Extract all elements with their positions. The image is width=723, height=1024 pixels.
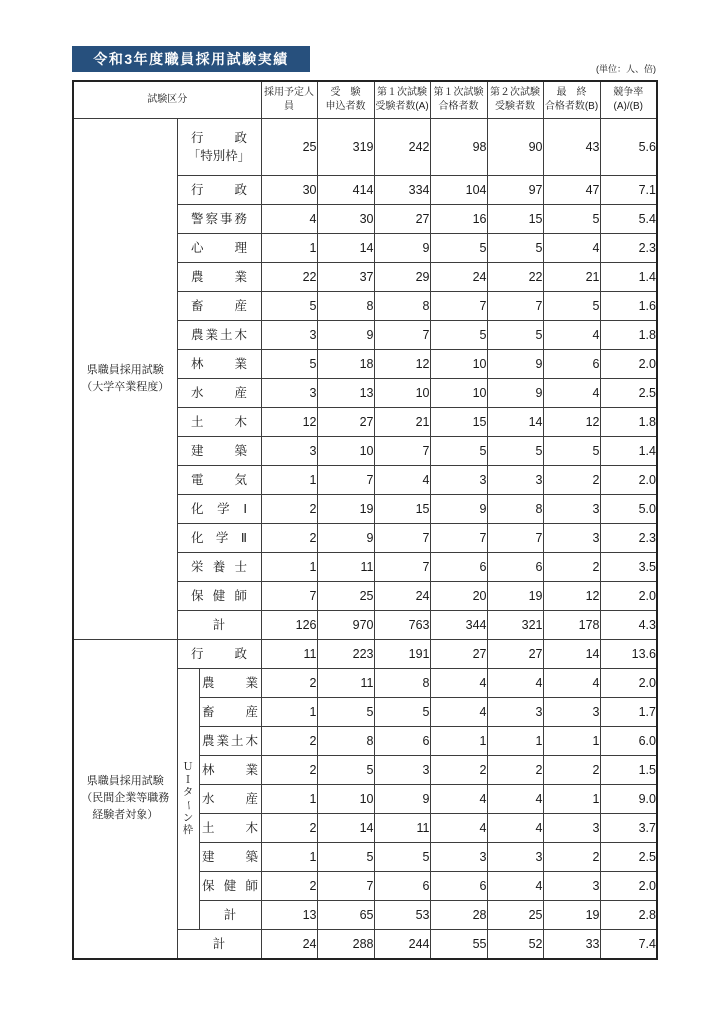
column-header: 最 終 合格者数(B) xyxy=(543,81,600,119)
value-cell: 11 xyxy=(317,669,374,698)
value-cell: 3 xyxy=(543,872,600,901)
value-cell: 288 xyxy=(317,930,374,959)
category-label: 農 業 土 木 xyxy=(191,327,247,342)
category-cell xyxy=(177,611,261,640)
value-cell: 9 xyxy=(430,495,487,524)
category-label: 電 気 xyxy=(191,472,247,487)
value-cell: 2.0 xyxy=(600,466,657,495)
value-cell: 9 xyxy=(374,785,430,814)
value-cell: 22 xyxy=(261,263,317,292)
value-cell: 13 xyxy=(317,379,374,408)
value-cell: 7.4 xyxy=(600,930,657,959)
value-cell: 5 xyxy=(543,437,600,466)
value-cell: 11 xyxy=(317,553,374,582)
value-cell: 7 xyxy=(487,292,543,321)
value-cell: 414 xyxy=(317,176,374,205)
value-cell: 5.4 xyxy=(600,205,657,234)
value-cell: 27 xyxy=(430,640,487,669)
value-cell: 11 xyxy=(261,640,317,669)
value-cell: 4 xyxy=(487,814,543,843)
value-cell: 1 xyxy=(261,698,317,727)
value-cell: 10 xyxy=(317,437,374,466)
category-label: 土 木 xyxy=(202,820,258,835)
value-cell: 20 xyxy=(430,582,487,611)
value-cell: 6 xyxy=(374,872,430,901)
value-cell: 2 xyxy=(261,814,317,843)
value-cell: 6 xyxy=(430,553,487,582)
value-cell: 2.3 xyxy=(600,524,657,553)
column-header: 第１次試験 合格者数 xyxy=(430,81,487,119)
value-cell: 4 xyxy=(543,379,600,408)
value-cell: 3 xyxy=(487,843,543,872)
value-cell: 2.5 xyxy=(600,843,657,872)
value-cell: 37 xyxy=(317,263,374,292)
value-cell: 3 xyxy=(261,437,317,466)
value-cell: 3 xyxy=(543,814,600,843)
category-label: 行 政 xyxy=(191,182,247,197)
value-cell: 5 xyxy=(317,843,374,872)
value-cell: 2 xyxy=(543,843,600,872)
value-cell: 14 xyxy=(543,640,600,669)
value-cell: 12 xyxy=(261,408,317,437)
category-label: 化 学 Ⅱ xyxy=(191,530,247,545)
value-cell: 5 xyxy=(374,698,430,727)
value-cell: 5 xyxy=(430,234,487,263)
value-cell: 1 xyxy=(261,234,317,263)
category-label: 栄 養 士 xyxy=(191,559,247,574)
category-label: 農 業 土 木 xyxy=(202,733,258,748)
value-cell: 2.0 xyxy=(600,872,657,901)
category-cell xyxy=(177,524,261,553)
value-cell: 7 xyxy=(317,872,374,901)
value-cell: 3 xyxy=(430,843,487,872)
value-cell: 1 xyxy=(487,727,543,756)
value-cell: 2 xyxy=(261,669,317,698)
category-cell xyxy=(177,408,261,437)
value-cell: 1 xyxy=(430,727,487,756)
value-cell: 5.6 xyxy=(600,119,657,176)
value-cell: 1.7 xyxy=(600,698,657,727)
category-cell xyxy=(199,669,261,698)
value-cell: 319 xyxy=(317,119,374,176)
value-cell: 2 xyxy=(261,524,317,553)
value-cell: 334 xyxy=(374,176,430,205)
value-cell: 7 xyxy=(430,292,487,321)
group-label-cell xyxy=(73,640,177,959)
group-label-line: 県職員採用試験 xyxy=(86,775,164,788)
category-cell xyxy=(177,437,261,466)
category-label: 化 学 Ⅰ xyxy=(191,501,247,516)
value-cell: 5 xyxy=(430,321,487,350)
value-cell: 244 xyxy=(374,930,430,959)
value-cell: 52 xyxy=(487,930,543,959)
header-row xyxy=(73,81,657,119)
category-label: 畜 産 xyxy=(191,298,247,313)
value-cell: 1.8 xyxy=(600,408,657,437)
results-table xyxy=(72,80,658,960)
value-cell: 3.5 xyxy=(600,553,657,582)
value-cell: 12 xyxy=(374,350,430,379)
value-cell: 24 xyxy=(430,263,487,292)
value-cell: 15 xyxy=(430,408,487,437)
value-cell: 25 xyxy=(317,582,374,611)
value-cell: 223 xyxy=(317,640,374,669)
category-cell xyxy=(177,466,261,495)
value-cell: 1 xyxy=(543,727,600,756)
value-cell: 1.4 xyxy=(600,263,657,292)
value-cell: 2.3 xyxy=(600,234,657,263)
value-cell: 2 xyxy=(261,756,317,785)
value-cell: 2.0 xyxy=(600,350,657,379)
value-cell: 29 xyxy=(374,263,430,292)
value-cell: 5 xyxy=(261,350,317,379)
value-cell: 5 xyxy=(317,698,374,727)
value-cell: 4 xyxy=(430,698,487,727)
category-cell xyxy=(177,379,261,408)
value-cell: 18 xyxy=(317,350,374,379)
value-cell: 2 xyxy=(261,495,317,524)
value-cell: 9 xyxy=(487,350,543,379)
category-cell xyxy=(177,321,261,350)
value-cell: 7 xyxy=(487,524,543,553)
category-label: 土 木 xyxy=(191,414,247,429)
value-cell: 24 xyxy=(261,930,317,959)
value-cell: 10 xyxy=(374,379,430,408)
value-cell: 4.3 xyxy=(600,611,657,640)
value-cell: 5 xyxy=(487,437,543,466)
value-cell: 4 xyxy=(374,466,430,495)
value-cell: 2.0 xyxy=(600,669,657,698)
value-cell: 47 xyxy=(543,176,600,205)
value-cell: 8 xyxy=(487,495,543,524)
category-label: 計 xyxy=(212,936,226,951)
category-label: 農 業 xyxy=(191,269,247,284)
value-cell: 1 xyxy=(261,843,317,872)
value-cell: 3.7 xyxy=(600,814,657,843)
value-cell: 7.1 xyxy=(600,176,657,205)
value-cell: 321 xyxy=(487,611,543,640)
value-cell: 55 xyxy=(430,930,487,959)
value-cell: 7 xyxy=(317,466,374,495)
value-cell: 24 xyxy=(374,582,430,611)
value-cell: 16 xyxy=(430,205,487,234)
category-label: 水 産 xyxy=(191,385,247,400)
value-cell: 10 xyxy=(317,785,374,814)
category-cell xyxy=(199,901,261,930)
value-cell: 12 xyxy=(543,582,600,611)
value-cell: 7 xyxy=(374,437,430,466)
value-cell: 5 xyxy=(487,234,543,263)
group-label-line: （民間企業等職務 xyxy=(81,792,170,805)
table-row xyxy=(73,119,657,176)
table-header xyxy=(73,81,657,119)
value-cell: 242 xyxy=(374,119,430,176)
category-cell xyxy=(199,814,261,843)
group-label-line: 県職員採用試験 xyxy=(86,363,164,376)
value-cell: 104 xyxy=(430,176,487,205)
category-label: 計 xyxy=(212,617,226,632)
value-cell: 4 xyxy=(430,814,487,843)
value-cell: 10 xyxy=(430,350,487,379)
category-label: 建 築 xyxy=(191,443,247,458)
value-cell: 4 xyxy=(543,669,600,698)
table-row xyxy=(73,640,657,669)
value-cell: 1.4 xyxy=(600,437,657,466)
value-cell: 3 xyxy=(543,524,600,553)
value-cell: 30 xyxy=(261,176,317,205)
category-label: 建 築 xyxy=(202,849,258,864)
value-cell: 3 xyxy=(430,466,487,495)
category-label: 行 政 xyxy=(191,130,247,145)
ui-turn-frame-label: Ｕ Ｉ タ ー ン 枠 xyxy=(182,761,195,837)
value-cell: 2 xyxy=(261,727,317,756)
value-cell: 98 xyxy=(430,119,487,176)
category-label: 保 健 師 xyxy=(202,878,258,893)
value-cell: 97 xyxy=(487,176,543,205)
value-cell: 19 xyxy=(543,901,600,930)
value-cell: 2 xyxy=(543,756,600,785)
category-cell xyxy=(199,785,261,814)
value-cell: 9.0 xyxy=(600,785,657,814)
value-cell: 8 xyxy=(317,292,374,321)
value-cell: 126 xyxy=(261,611,317,640)
value-cell: 5 xyxy=(543,292,600,321)
category-label: 畜 産 xyxy=(202,704,258,719)
column-header: 採用予定人員 xyxy=(261,81,317,119)
value-cell: 19 xyxy=(487,582,543,611)
value-cell: 90 xyxy=(487,119,543,176)
value-cell: 1.5 xyxy=(600,756,657,785)
value-cell: 5 xyxy=(261,292,317,321)
value-cell: 15 xyxy=(374,495,430,524)
value-cell: 5 xyxy=(543,205,600,234)
value-cell: 4 xyxy=(543,321,600,350)
value-cell: 2 xyxy=(487,756,543,785)
value-cell: 5 xyxy=(487,321,543,350)
value-cell: 178 xyxy=(543,611,600,640)
column-header: 第１次試験 受験者数(A) xyxy=(374,81,430,119)
category-cell xyxy=(177,263,261,292)
value-cell: 4 xyxy=(430,785,487,814)
value-cell: 1 xyxy=(261,466,317,495)
group-label-line: 経験者対象） xyxy=(92,809,159,822)
category-cell xyxy=(177,640,261,669)
value-cell: 970 xyxy=(317,611,374,640)
value-cell: 25 xyxy=(487,901,543,930)
category-cell xyxy=(177,350,261,379)
column-header: 受 験 申込者数 xyxy=(317,81,374,119)
category-label: 保 健 師 xyxy=(191,588,247,603)
category-cell xyxy=(177,292,261,321)
value-cell: 53 xyxy=(374,901,430,930)
value-cell: 43 xyxy=(543,119,600,176)
value-cell: 1 xyxy=(261,553,317,582)
value-cell: 7 xyxy=(261,582,317,611)
group-label-cell xyxy=(73,119,177,640)
category-cell xyxy=(177,553,261,582)
value-cell: 6 xyxy=(430,872,487,901)
value-cell: 9 xyxy=(487,379,543,408)
category-cell xyxy=(177,205,261,234)
category-cell xyxy=(199,843,261,872)
category-label: 農 業 xyxy=(202,675,258,690)
value-cell: 8 xyxy=(317,727,374,756)
value-cell: 7 xyxy=(374,321,430,350)
value-cell: 33 xyxy=(543,930,600,959)
category-cell xyxy=(177,176,261,205)
column-header: 第２次試験 受験者数 xyxy=(487,81,543,119)
category-cell xyxy=(177,930,261,959)
value-cell: 3 xyxy=(543,698,600,727)
value-cell: 4 xyxy=(487,669,543,698)
value-cell: 12 xyxy=(543,408,600,437)
category-cell xyxy=(199,756,261,785)
unit-note: (単位：人、倍) xyxy=(596,64,656,74)
value-cell: 4 xyxy=(543,234,600,263)
value-cell: 191 xyxy=(374,640,430,669)
value-cell: 9 xyxy=(317,321,374,350)
value-cell: 2.5 xyxy=(600,379,657,408)
value-cell: 4 xyxy=(487,872,543,901)
value-cell: 3 xyxy=(543,495,600,524)
group-label-line: （大学卒業程度） xyxy=(81,381,170,393)
category-label: 行 政 xyxy=(191,646,247,661)
value-cell: 27 xyxy=(487,640,543,669)
value-cell: 22 xyxy=(487,263,543,292)
value-cell: 2 xyxy=(543,553,600,582)
category-cell xyxy=(199,872,261,901)
value-cell: 28 xyxy=(430,901,487,930)
value-cell: 8 xyxy=(374,292,430,321)
page-title: 令和3年度職員採用試験実績 xyxy=(93,51,289,67)
value-cell: 7 xyxy=(374,553,430,582)
table-body xyxy=(73,119,657,959)
value-cell: 19 xyxy=(317,495,374,524)
value-cell: 3 xyxy=(261,321,317,350)
value-cell: 5 xyxy=(430,437,487,466)
value-cell: 27 xyxy=(317,408,374,437)
value-cell: 21 xyxy=(543,263,600,292)
value-cell: 5.0 xyxy=(600,495,657,524)
value-cell: 1 xyxy=(543,785,600,814)
value-cell: 2.8 xyxy=(600,901,657,930)
category-label: 警 察 事 務 xyxy=(191,211,247,226)
value-cell: 14 xyxy=(487,408,543,437)
value-cell: 2 xyxy=(430,756,487,785)
value-cell: 6 xyxy=(487,553,543,582)
category-cell xyxy=(199,727,261,756)
value-cell: 344 xyxy=(430,611,487,640)
value-cell: 1.6 xyxy=(600,292,657,321)
category-cell xyxy=(177,234,261,263)
category-cell xyxy=(177,495,261,524)
category-label: 林 業 xyxy=(202,762,258,777)
value-cell: 3 xyxy=(374,756,430,785)
value-cell: 763 xyxy=(374,611,430,640)
category-cell xyxy=(199,698,261,727)
value-cell: 6 xyxy=(543,350,600,379)
value-cell: 5 xyxy=(317,756,374,785)
value-cell: 4 xyxy=(261,205,317,234)
value-cell: 3 xyxy=(487,698,543,727)
value-cell: 6 xyxy=(374,727,430,756)
category-label: 林 業 xyxy=(191,356,247,371)
category-cell: 行 政 「特別枠」 xyxy=(177,119,261,176)
value-cell: 9 xyxy=(317,524,374,553)
value-cell: 30 xyxy=(317,205,374,234)
category-label: 計 xyxy=(223,907,237,922)
value-cell: 2 xyxy=(261,872,317,901)
category-cell xyxy=(177,582,261,611)
ui-turn-frame-cell xyxy=(177,669,199,930)
value-cell: 5 xyxy=(374,843,430,872)
value-cell: 25 xyxy=(261,119,317,176)
value-cell: 2 xyxy=(543,466,600,495)
value-cell: 13 xyxy=(261,901,317,930)
column-header: 競争率 (A)/(B) xyxy=(600,81,657,119)
category-label: 水 産 xyxy=(202,791,258,806)
value-cell: 14 xyxy=(317,234,374,263)
value-cell: 15 xyxy=(487,205,543,234)
value-cell: 27 xyxy=(374,205,430,234)
value-cell: 14 xyxy=(317,814,374,843)
value-cell: 8 xyxy=(374,669,430,698)
value-cell: 1.8 xyxy=(600,321,657,350)
value-cell: 65 xyxy=(317,901,374,930)
value-cell: 10 xyxy=(430,379,487,408)
value-cell: 6.0 xyxy=(600,727,657,756)
value-cell: 4 xyxy=(487,785,543,814)
value-cell: 7 xyxy=(430,524,487,553)
value-cell: 4 xyxy=(430,669,487,698)
category-label: 心 理 xyxy=(191,240,247,255)
value-cell: 2.0 xyxy=(600,582,657,611)
value-cell: 7 xyxy=(374,524,430,553)
value-cell: 13.6 xyxy=(600,640,657,669)
value-cell: 3 xyxy=(261,379,317,408)
value-cell: 3 xyxy=(487,466,543,495)
category-header: 試験区分 xyxy=(73,81,261,119)
value-cell: 11 xyxy=(374,814,430,843)
value-cell: 9 xyxy=(374,234,430,263)
value-cell: 1 xyxy=(261,785,317,814)
value-cell: 21 xyxy=(374,408,430,437)
